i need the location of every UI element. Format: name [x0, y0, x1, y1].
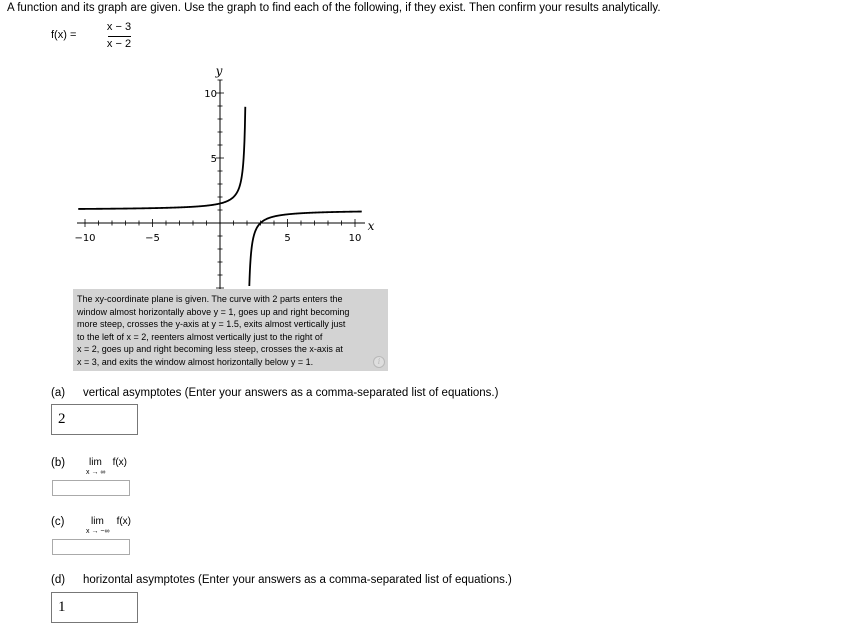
- x-tick-label: 10: [348, 233, 362, 244]
- part-b-limit: [89, 457, 127, 468]
- y-axis-label: y: [215, 64, 223, 78]
- lim-operator: lim: [89, 457, 102, 468]
- fraction-numerator: x − 3: [106, 21, 132, 33]
- fraction-denominator: x − 2: [106, 38, 132, 50]
- limit-function: f(x): [112, 457, 128, 468]
- graph-description: [73, 289, 388, 371]
- question-intro: A function and its graph are given. Use the graph to find each of the following, if they exist. Then confirm your results analytically.: [7, 2, 661, 14]
- x-tick-label: 5: [284, 233, 291, 244]
- y-tick-label: 5: [210, 154, 217, 165]
- description-line: window almost horizontally above y = 1, goes up and right becoming: [77, 306, 350, 317]
- function-label: f(x): [51, 29, 67, 41]
- description-line: to the left of x = 2, reenters almost vertically just to the right of: [77, 331, 323, 342]
- lim-operator: lim: [91, 516, 104, 527]
- description-line: more steep, crosses the y-axis at y = 1.5, exits almost vertically just: [77, 319, 346, 330]
- part-a-answer-field[interactable]: 2: [51, 404, 138, 435]
- x-axis-label: x: [367, 219, 375, 233]
- description-line: x = 2, goes up and right becoming less steep, crosses the x-axis at: [77, 344, 343, 355]
- equals-sign: =: [69, 29, 77, 41]
- part-d-label: (d): [51, 574, 66, 586]
- limit-function: f(x): [116, 516, 132, 527]
- part-d-answer-field[interactable]: 1: [51, 592, 138, 623]
- x-tick-label: −5: [145, 233, 160, 244]
- part-b-answer-field[interactable]: [52, 480, 130, 496]
- part-c-answer-field[interactable]: [52, 539, 130, 555]
- part-a-text: vertical asymptotes (Enter your answers as a comma-separated list of equations.): [83, 387, 499, 399]
- part-c-label: (c): [51, 516, 65, 528]
- description-line: x = 3, and exits the window almost horizontally below y = 1.: [77, 356, 314, 367]
- info-icon[interactable]: i: [373, 356, 385, 368]
- function-graph: [0, 0, 843, 300]
- description-line: The xy-coordinate plane is given. The curve with 2 parts enters the: [77, 294, 343, 304]
- limit-subscript: x → ∞: [86, 469, 106, 476]
- y-tick-label: 10: [204, 89, 217, 100]
- part-b-label: (b): [51, 457, 66, 469]
- part-a-label: (a): [51, 387, 66, 399]
- limit-subscript: x → −∞: [86, 528, 110, 535]
- part-d-text: horizontal asymptotes (Enter your answers as a comma-separated list of equations.): [83, 574, 512, 586]
- x-tick-label: −10: [74, 233, 96, 244]
- part-c-limit: [91, 516, 131, 527]
